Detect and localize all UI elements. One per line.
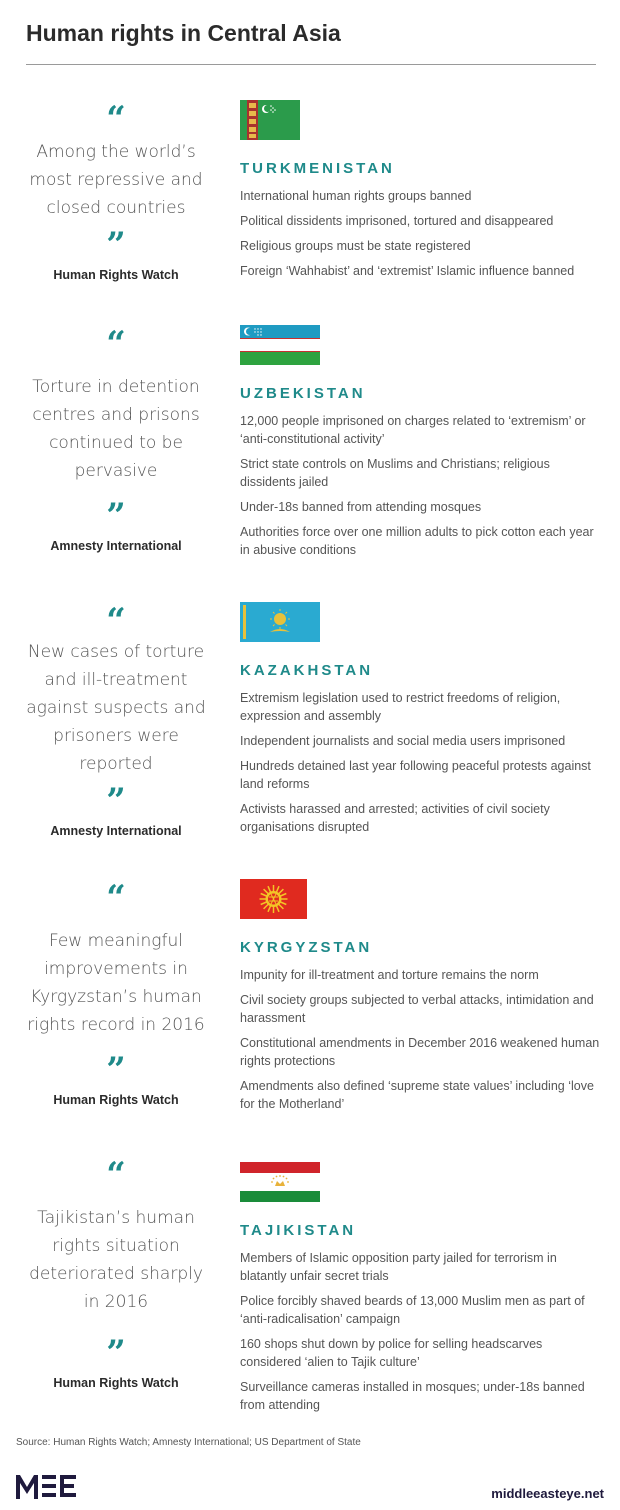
- title-divider: [26, 64, 596, 65]
- quote-text: New cases of torture and ill-treatment against suspects and prisoners were reported: [26, 642, 206, 774]
- footer-url-link[interactable]: middleeasteye.net: [491, 1486, 604, 1501]
- fact-item: Activists harassed and arrested; activities of civil society organisations disrupted: [240, 802, 550, 834]
- open-quote-icon: “: [106, 878, 126, 918]
- kyrgyzstan-flag-icon: [240, 879, 307, 919]
- fact-item: International human rights groups banned: [240, 189, 472, 203]
- fact-item: Members of Islamic opposition party jailed for terrorism in blatantly unfair secret trials: [240, 1251, 557, 1283]
- quote-source: Amnesty International: [50, 539, 182, 553]
- fact-item: 160 shops shut down by police for selling headscarves considered ‘alien to Tajik culture’: [240, 1337, 543, 1369]
- fact-item: Authorities force over one million adults to pick cotton each year in abusive conditions: [240, 525, 594, 557]
- quote-block: [26, 878, 206, 1107]
- country-info: [240, 602, 600, 843]
- quote-text: Few meaningful improvements in Kyrgyzstan’s human rights record in 2016: [27, 931, 205, 1035]
- fact-item: Surveillance cameras installed in mosques; under-18s banned from attending: [240, 1380, 585, 1412]
- fact-item: Impunity for ill-treatment and torture remains the norm: [240, 968, 539, 982]
- close-quote-icon: ”: [106, 1333, 126, 1373]
- fact-item: Under-18s banned from attending mosques: [240, 500, 482, 514]
- quote-source: Amnesty International: [50, 824, 182, 838]
- fact-item: Religious groups must be state registered: [240, 239, 471, 253]
- uzbekistan-flag-icon: [240, 325, 320, 365]
- quote-text: Torture in detention centres and prisons continued to be pervasive: [32, 377, 200, 481]
- close-quote-icon: ”: [106, 781, 126, 821]
- fact-item: Hundreds detained last year following peaceful protests against land reforms: [240, 759, 591, 791]
- open-quote-icon: “: [106, 1155, 126, 1195]
- country-info: [240, 325, 600, 566]
- open-quote-icon: “: [106, 324, 126, 364]
- fact-item: Amendments also defined ‘supreme state values’ including ‘love for the Motherland’: [240, 1079, 594, 1111]
- fact-item: Strict state controls on Muslims and Christians; religious dissidents jailed: [240, 457, 550, 489]
- fact-item: Constitutional amendments in December 2016 weakened human rights protections: [240, 1036, 600, 1068]
- close-quote-icon: ”: [106, 496, 126, 536]
- quote-source: Human Rights Watch: [53, 1376, 179, 1390]
- fact-item: Civil society groups subjected to verbal attacks, intimidation and harassment: [240, 993, 594, 1025]
- quote-block: [26, 99, 206, 282]
- country-name: TURKMENISTAN: [240, 160, 395, 177]
- fact-item: Extremism legislation used to restrict freedoms of religion, expression and assembly: [240, 691, 561, 723]
- country-name: UZBEKISTAN: [240, 385, 366, 402]
- turkmenistan-flag-icon: [240, 100, 300, 140]
- source-credit: Source: Human Rights Watch; Amnesty International; US Department of State: [16, 1437, 361, 1448]
- quote-text: Among the world’s most repressive and closed countries: [29, 142, 203, 218]
- kazakhstan-flag-icon: [240, 602, 320, 642]
- quote-block: [26, 601, 206, 838]
- open-quote-icon: “: [106, 601, 126, 641]
- fact-item: Foreign ‘Wahhabist’ and ‘extremist’ Islamic influence banned: [240, 264, 575, 278]
- fact-item: 12,000 people imprisoned on charges related to ‘extremism’ or ‘anti-constitutional activity’: [240, 414, 586, 446]
- country-info: [240, 100, 600, 287]
- quote-block: [26, 1155, 206, 1390]
- country-name: KYRGYZSTAN: [240, 939, 373, 956]
- country-name: KAZAKHSTAN: [240, 662, 374, 679]
- tajikistan-flag-icon: [240, 1162, 320, 1202]
- open-quote-icon: “: [106, 99, 126, 139]
- fact-item: Independent journalists and social media users imprisoned: [240, 734, 566, 748]
- quote-source: Human Rights Watch: [53, 1093, 179, 1107]
- quote-block: [26, 324, 206, 553]
- quote-text: Tajikistan’s human rights situation deteriorated sharply in 2016: [29, 1208, 203, 1312]
- close-quote-icon: ”: [106, 1050, 126, 1090]
- country-info: [240, 1162, 600, 1421]
- country-name: TAJIKISTAN: [240, 1222, 357, 1239]
- mee-logo-icon: [16, 1473, 78, 1504]
- close-quote-icon: ”: [106, 225, 126, 265]
- quote-source: Human Rights Watch: [53, 268, 179, 282]
- page-title: Human rights in Central Asia: [26, 20, 341, 46]
- country-info: [240, 879, 600, 1120]
- fact-item: Political dissidents imprisoned, tortured and disappeared: [240, 214, 554, 228]
- mee-logo-mark: [16, 1473, 78, 1499]
- fact-item: Police forcibly shaved beards of 13,000 Muslim men as part of ‘anti-radicalisation’ campaign: [240, 1294, 585, 1326]
